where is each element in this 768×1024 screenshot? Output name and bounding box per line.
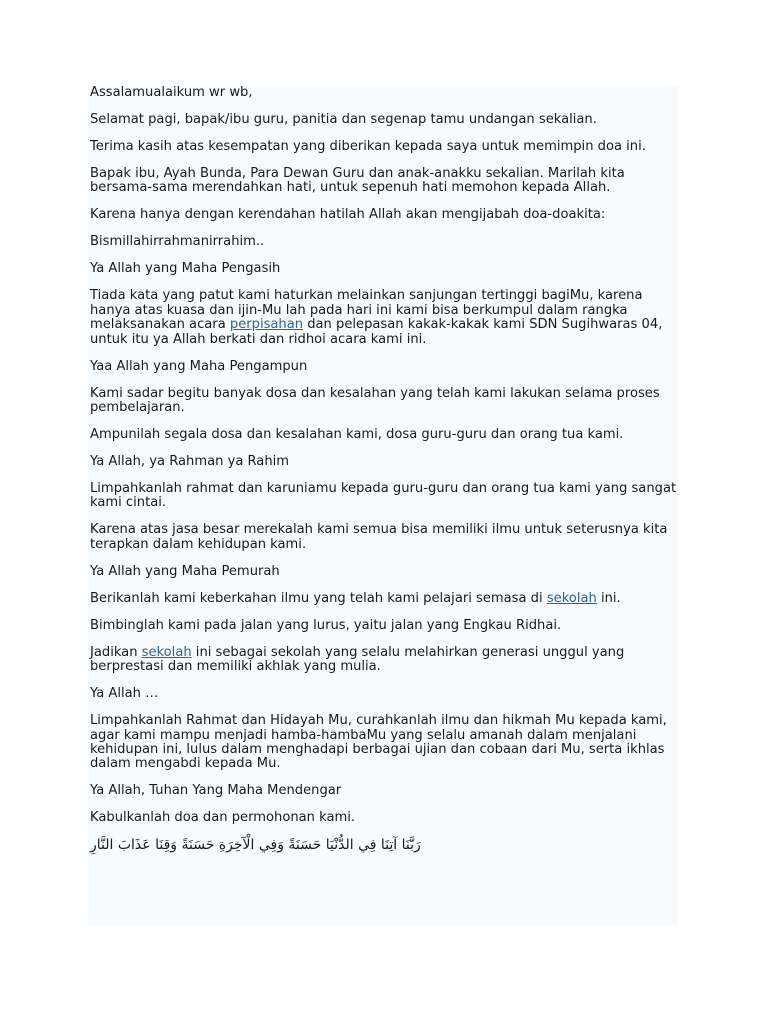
invocation-pemurah: Ya Allah yang Maha Pemurah [90,563,280,579]
sekolah-link-1[interactable]: sekolah [546,590,597,606]
gratitude-paragraph: Karena atas jasa besar merekalah kami semua bisa memiliki ilmu untuk seterusnya kita terapkan dalam kehidupan kami. [90,522,668,552]
forgiveness-paragraph: Ampunilah segala dosa dan kesalahan kami, dosa guru-guru dan orang tua kami. [90,427,624,443]
invocation-mendengar: Ya Allah, Tuhan Yang Maha Mendengar [90,783,342,799]
knowledge-text-before: Berikanlah kami keberkahan ilmu yang telah kami pelajari semasa di [90,590,547,606]
invocation-rahman: Ya Allah, ya Rahman ya Rahim [90,454,290,470]
perpisahan-link[interactable]: perpisahan [229,317,304,333]
school-text-after: ini sebagai sekolah yang selalu melahirkan generasi unggul yang berprestasi dan memiliki akhlak yang mulia. [90,644,625,675]
sekolah-link-2[interactable]: sekolah [141,644,192,660]
invocation-allah: Ya Allah … [90,686,159,702]
invitation-paragraph: Bapak ibu, Ayah Bunda, Para Dewan Guru dan anak-anakku sekalian. Marilah kita bersama-sama merendahkan hati, untuk sepenuh hati memohon kepada Allah. [90,166,625,196]
humility-paragraph: Karena hanya dengan kerendahan hatilah Allah akan mengijabah doa-doakita: [90,207,606,223]
knowledge-paragraph [90,592,680,606]
bismillah-paragraph: Bismillahirrahmanirrahim.. [90,234,265,250]
school-paragraph [90,646,680,675]
invocation-pengampun: Yaa Allah yang Maha Pengampun [90,358,308,374]
confession-paragraph: Kami sadar begitu banyak dosa dan kesalahan yang telah kami lakukan selama proses pembelajaran. [90,385,660,416]
opening-paragraph: Selamat pagi, bapak/ibu guru, panitia dan segenap tamu undangan sekalian. [90,112,597,127]
praise-text-before: Tiada kata yang patut kami haturkan melainkan sanjungan tertinggi bagiMu, karena hanya atas kuasa dan ijin-Mu lah pada hari ini kami bisa berkumpul dalam rangka melaksanakan acara [90,288,643,333]
document-body [90,86,680,865]
arabic-prayer: رَبَّنَا آتِنَا فِي الدُّنْيَا حَسَنَةً وَفِي الْآخِرَةِ حَسَنَةً وَقِنَا عَذَابَ النَّارِ [90,837,421,854]
invocation-pengasih: Ya Allah yang Maha Pengasih [90,261,281,277]
hidayah-paragraph: Limpahkanlah Rahmat dan Hidayah Mu, curahkanlah ilmu dan hikmah Mu kepada kami, agar kami mampu menjadi hamba-hambaMu yang selalu amanah dalam menjalani kehidupan ini, lulus dalam menghadapi berbagai ujian dan cobaan dari Mu, serta ikhlas dalam mengabdi kepada Mu. [90,713,667,772]
school-text-before: Jadikan [90,644,142,660]
blessing-paragraph: Limpahkanlah rahmat dan karuniamu kepada guru-guru dan orang tua kami yang sangat kami cintai. [90,481,677,511]
greeting-paragraph: Assalamualaikum wr wb, [90,85,253,100]
praise-text-after: dan pelepasan kakak-kakak kami SDN Sugihwaras 04, untuk itu ya Allah berkati dan ridhoi acara kami ini. [90,317,663,347]
closing-paragraph: Kabulkanlah doa dan permohonan kami. [90,810,356,826]
guidance-paragraph: Bimbinglah kami pada jalan yang lurus, yaitu jalan yang Engkau Ridhai. [90,617,562,633]
thanks-paragraph: Terima kasih atas kesempatan yang diberikan kepada saya untuk memimpin doa ini. [90,139,646,154]
knowledge-text-after: ini. [596,590,621,606]
praise-paragraph [90,289,680,347]
